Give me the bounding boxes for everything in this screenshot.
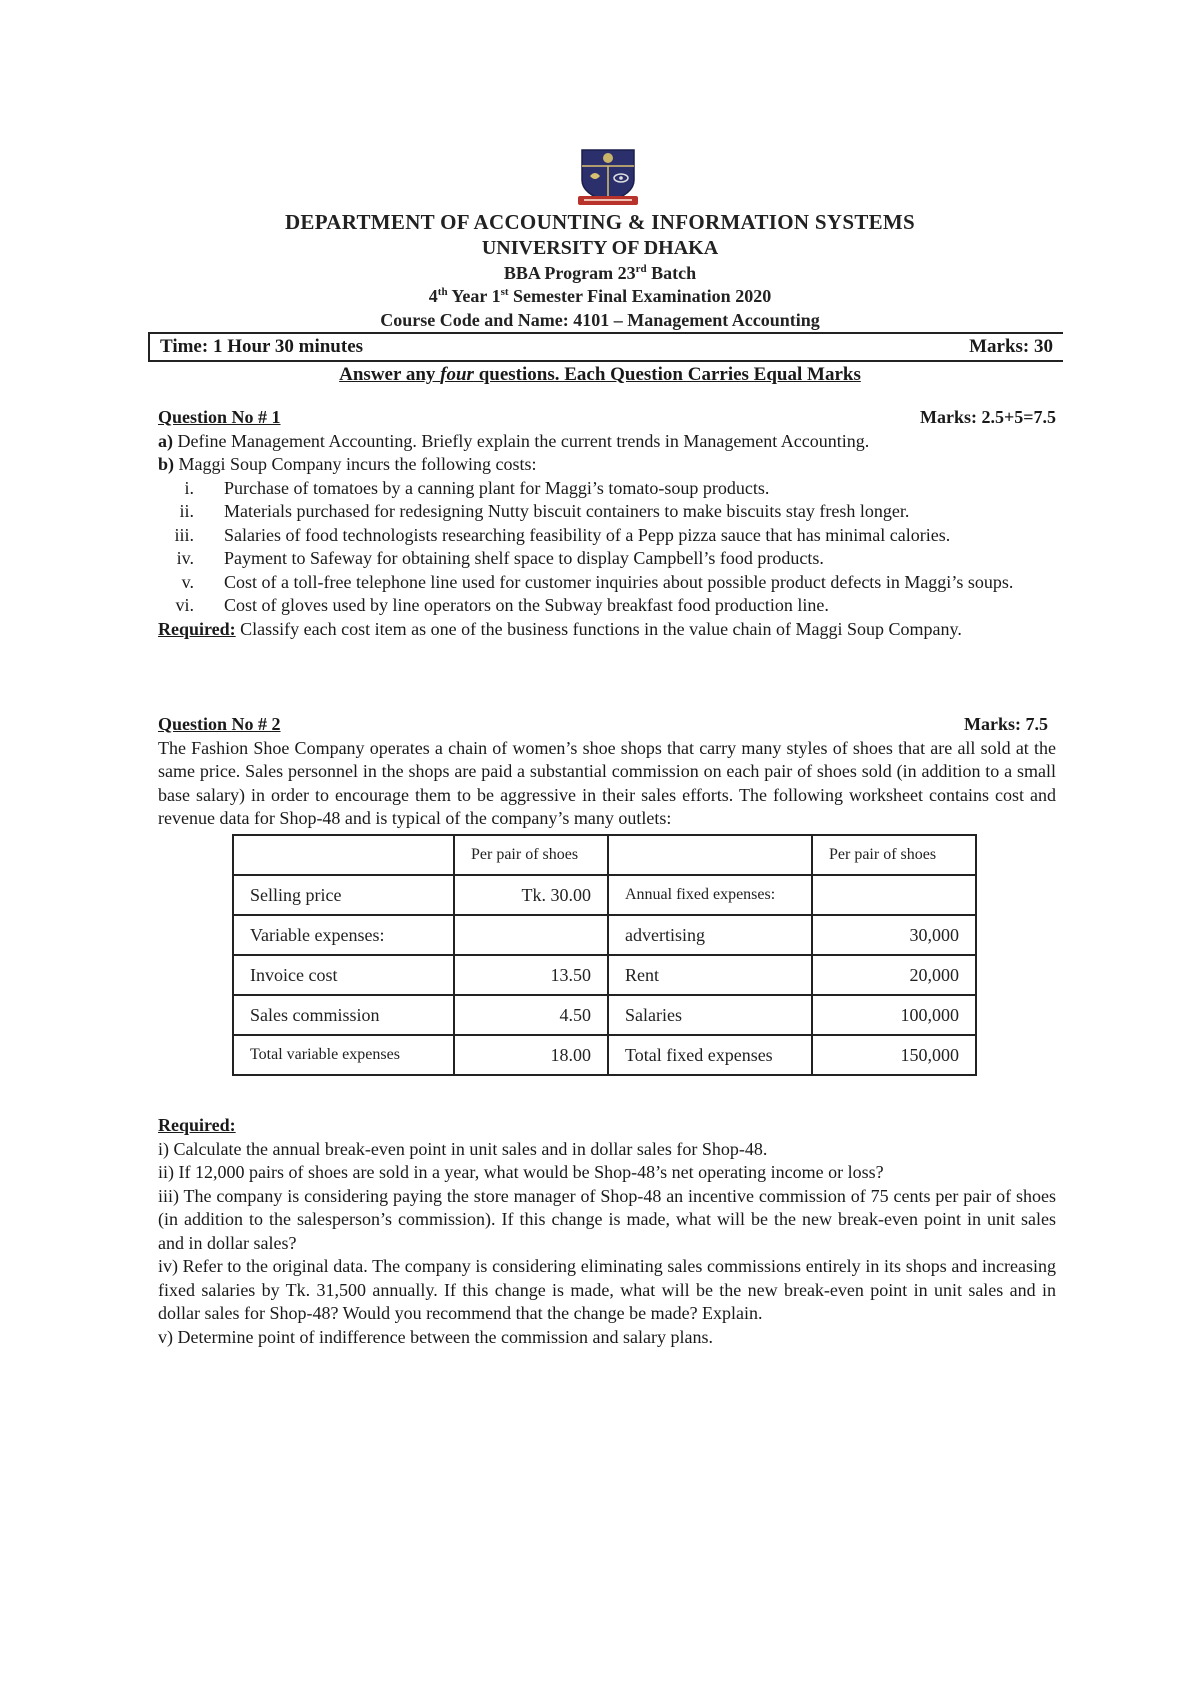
question-2 — [158, 713, 1056, 831]
question-1b: b) Maggi Soup Company incurs the following costs: — [158, 454, 537, 474]
required-part: iv) Refer to the original data. The company is considering eliminating sales commissions entirely in its shops and increasing fixed salaries by Tk. 31,500 annually. If this change is made, what will be the new break-even point in unit sales and in dollar sales for Shop-48? Would you recommend that the change be made? Explain. — [158, 1256, 1056, 1323]
list-item: vi. Cost of gloves used by line operators on the Subway breakfast food production line. — [175, 595, 829, 615]
table-cell: Salaries — [608, 995, 812, 1035]
university-crest-logo — [576, 146, 640, 208]
question-2-marks: Marks: 7.5 — [964, 714, 1048, 734]
list-item: i. Purchase of tomatoes by a canning plant for Maggi’s tomato-soup products. — [184, 477, 770, 498]
table-cell: Total variable expenses — [233, 1035, 454, 1075]
table-cell: 4.50 — [454, 995, 608, 1035]
question-2-title: Question No # 2 — [158, 714, 281, 734]
table-cell: Rent — [608, 955, 812, 995]
table-cell — [812, 875, 976, 915]
list-item: iii. Salaries of food technologists researching feasibility of a Pepp pizza sauce that has minimal calories. — [174, 524, 951, 545]
table-row — [233, 995, 976, 1035]
exam-line: 4th Year 1st Semester Final Examination 2020 — [428, 286, 772, 306]
table-cell — [454, 915, 608, 955]
cost-revenue-worksheet — [232, 834, 977, 1076]
table-cell: 20,000 — [812, 955, 976, 995]
question-1 — [158, 406, 1056, 641]
table-cell: Sales commission — [233, 995, 454, 1035]
table-cell: Variable expenses: — [233, 915, 454, 955]
table-cell: Per pair of shoes — [812, 835, 976, 875]
table-cell: 30,000 — [812, 915, 976, 955]
list-item: iv. Payment to Safeway for obtaining shelf space to display Campbell’s food products. — [176, 548, 824, 568]
table-row — [233, 835, 976, 875]
question-1-marks: Marks: 2.5+5=7.5 — [919, 407, 1056, 427]
table-cell: 18.00 — [454, 1035, 608, 1075]
table-cell — [233, 835, 454, 875]
table-row — [233, 875, 976, 915]
required-part: ii) If 12,000 pairs of shoes are sold in a year, what would be Shop-48’s net operating income or loss? — [158, 1162, 884, 1182]
time-marks-bar — [148, 332, 1063, 362]
question-1-required: Required: Classify each cost item as one of the business functions in the value chain of Maggi Soup Company. — [158, 618, 962, 639]
question-1-title: Question No # 1 — [158, 407, 281, 427]
university-name: UNIVERSITY OF DHAKA — [481, 237, 719, 259]
required-part: iii) The company is considering paying the store manager of Shop-48 an incentive commission of 75 cents per pair of shoes (in addition to the salesperson’s commission). If this change is made, what will be the new break-even point in unit sales and in dollar sales? — [158, 1185, 1056, 1253]
list-item: ii. Materials purchased for redesigning Nutty biscuit containers to make biscuits stay fresh longer. — [179, 501, 910, 521]
table-cell: 100,000 — [812, 995, 976, 1035]
required-part: i) Calculate the annual break-even point in unit sales and in dollar sales for Shop-48. — [158, 1138, 768, 1159]
table-row — [233, 915, 976, 955]
table-cell: Per pair of shoes — [454, 835, 608, 875]
table-row — [233, 1035, 976, 1075]
question-1a: a) Define Management Accounting. Briefly explain the current trends in Management Accounting. — [158, 430, 870, 451]
time-allowed: Time: 1 Hour 30 minutes — [160, 336, 364, 357]
question-2-required — [158, 1114, 1056, 1349]
table-cell: Invoice cost — [233, 955, 454, 995]
total-marks: Marks: 30 — [969, 336, 1053, 357]
department-name: DEPARTMENT OF ACCOUNTING & INFORMATION SYSTEMS — [284, 210, 916, 234]
course-line: Course Code and Name: 4101 – Management Accounting — [380, 310, 820, 330]
list-item: v. Cost of a toll-free telephone line used for customer inquiries about possible product defects in Maggi’s soups. — [181, 571, 1014, 592]
question-2-intro: The Fashion Shoe Company operates a chain of women’s shoe shops that carry many styles of shoes that are all sold at the same price. Sales personnel in the shops are paid a substantial commission on each pair of shoes sold (in addition to a small base salary) in order to encourage them to be aggressive in their sales efforts. The following worksheet contains cost and revenue data for Shop-48 and is typical of the company’s many outlets: — [158, 737, 1056, 828]
table-row — [233, 955, 976, 995]
table-cell: Total fixed expenses — [608, 1035, 812, 1075]
table-cell: Tk. 30.00 — [454, 875, 608, 915]
instructions: Answer any four questions. Each Question Carries Equal Marks — [339, 364, 861, 385]
table-cell: Selling price — [233, 875, 454, 915]
table-cell — [608, 835, 812, 875]
table-cell: Annual fixed expenses: — [608, 875, 812, 915]
table-cell: 13.50 — [454, 955, 608, 995]
program-line: BBA Program 23rd Batch — [503, 263, 697, 283]
required-part: v) Determine point of indifference between the commission and salary plans. — [158, 1326, 713, 1347]
required-heading: Required: — [158, 1115, 236, 1135]
table-cell: 150,000 — [812, 1035, 976, 1075]
table-cell: advertising — [608, 915, 812, 955]
